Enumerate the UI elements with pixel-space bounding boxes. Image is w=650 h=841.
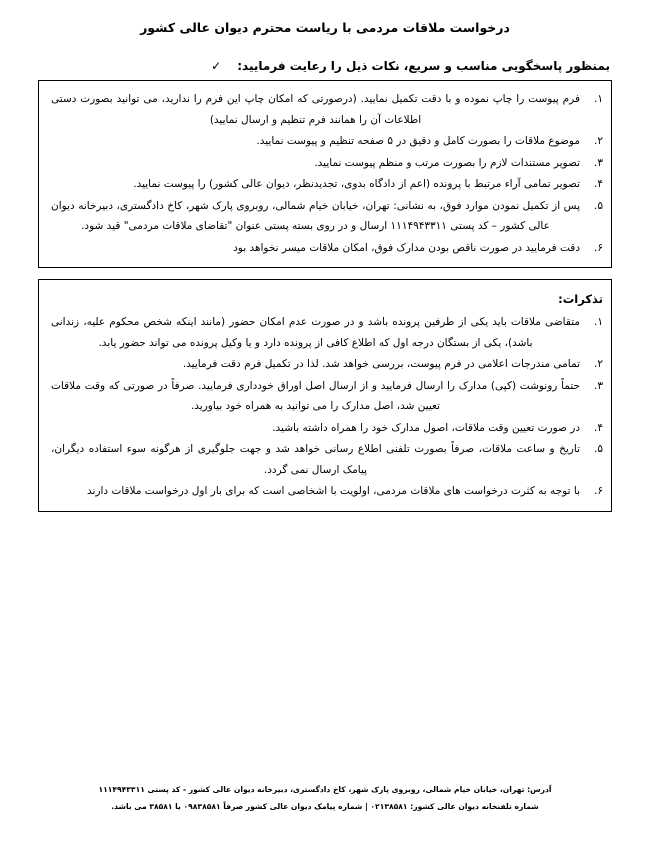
item-number: ۳.: [594, 156, 603, 169]
instructions-heading: بمنظور پاسخگویی مناسب و سریع، نکات ذیل را رعایت فرمایید:: [237, 59, 610, 73]
list-item: [51, 131, 603, 152]
instructions-box: [38, 80, 612, 268]
item-number: ۲.: [594, 135, 603, 147]
list-item: [51, 153, 603, 174]
notes-heading: تذکرات:: [558, 292, 603, 306]
item-text: موضوع ملاقات را بصورت کامل و دقیق در ۵ صفحه تنظیم و پیوست نمایید.: [256, 135, 580, 147]
list-item: [51, 312, 603, 353]
item-text: فرم پیوست را چاپ نموده و با دقت تکمیل نمایید. (درصورتی که امکان چاپ این فرم را ندارید، می توانید بصورت دستی اطلاعات آن را همانند فرم تنظیم و ارسال نمایید): [51, 93, 580, 126]
list-item: [51, 174, 603, 195]
list-item: [51, 376, 603, 417]
list-item: [51, 238, 603, 259]
item-number: ۳.: [594, 379, 603, 392]
item-number: ۵.: [594, 443, 603, 455]
item-text: پس از تکمیل نمودن موارد فوق، به نشانی: تهران، خیابان خیام شمالی، روبروی پارک شهر، کاخ دادگستری، دبیرخانه دیوان عالی کشور – کد پستی ۱۱۱۴۹۴۳۳۱۱ ارسال و در روی بسته پستی عنوان "تقاضای ملاقات مردمی" قید شود.: [51, 199, 580, 232]
page-title: درخواست ملاقات مردمی با ریاست محترم دیوان عالی کشور: [140, 20, 510, 35]
item-text: در صورت تعیین وقت ملاقات، اصول مدارک خود را همراه داشته باشید.: [272, 421, 580, 434]
item-text: متقاضی ملاقات باید یکی از طرفین پرونده باشد و در صورت عدم امکان حضور (مانند اینکه شخص محکوم علیه، زندانی باشد)، یکی از بستگان درجه اول که اطلاع کافی از پرونده دارد و یا وکیل پرونده می تواند حضور یابد.: [51, 316, 580, 349]
item-text: با توجه به کثرت درخواست های ملاقات مردمی، اولویت با اشخاصی است که برای بار اول درخواست ملاقات دارند: [87, 485, 580, 497]
item-number: ۶.: [594, 241, 603, 254]
item-text: تصویر مستندات لازم را بصورت مرتب و منظم پیوست نمایید.: [314, 156, 580, 169]
item-number: ۵.: [594, 199, 603, 212]
item-number: ۲.: [594, 358, 603, 370]
item-text: دقت فرمایید در صورت ناقص بودن مدارک فوق، امکان ملاقات میسر نخواهد بود: [233, 241, 580, 254]
list-item: [51, 89, 603, 130]
item-number: ۱.: [594, 316, 603, 328]
list-item: [51, 196, 603, 237]
item-text: تمامی مندرجات اعلامی در فرم پیوست، بررسی خواهد شد. لذا در تکمیل فرم دقت فرمایید.: [182, 358, 580, 370]
list-item: [51, 418, 603, 439]
notes-box: [38, 279, 612, 512]
item-text: حتماً رونوشت (کپی) مدارک را ارسال فرمایید و از ارسال اصل اوراق خودداری فرمایید. صرفاً در صورتی که وقت ملاقات تعیین شد، اصل مدارک را می توانید به همراه خود بیاورید.: [51, 379, 580, 412]
item-text: تاریخ و ساعت ملاقات، صرفاً بصورت تلفنی اطلاع رسانی خواهد شد و جهت جلوگیری از هرگونه سوء استفاده دیگران، پیامک ارسال نمی گردد.: [51, 443, 580, 476]
list-item: [51, 439, 603, 480]
footer-address: آدرس: تهران، خیابان خیام شمالی، روبروی پارک شهر، کاخ دادگستری، دبیرخانه دیوان عالی کشور - کد پستی ۱۱۱۴۹۴۳۳۱۱: [98, 785, 552, 794]
page-footer: [0, 781, 650, 815]
list-item: [51, 481, 603, 502]
item-number: ۶.: [594, 485, 603, 497]
checkmark-icon: ✓: [211, 59, 222, 73]
footer-phone: شماره تلفنخانه دیوان عالی کشور: ۰۲۱۳۸۵۸۱ | شماره پیامک دیوان عالی کشور صرفاً ۰۹۸۳۸۵۸۱ یا ۳۸۵۸۱ می باشد.: [111, 802, 539, 811]
instructions-heading-row: [38, 59, 612, 73]
item-number: ۱.: [594, 93, 603, 105]
list-item: [51, 354, 603, 375]
item-number: ۴.: [594, 178, 603, 190]
item-text: تصویر تمامی آراء مرتبط با پرونده (اعم از دادگاه بدوی، تجدیدنظر، دیوان عالی کشور) را پیوست نمایید.: [133, 178, 580, 190]
item-number: ۴.: [594, 421, 603, 434]
